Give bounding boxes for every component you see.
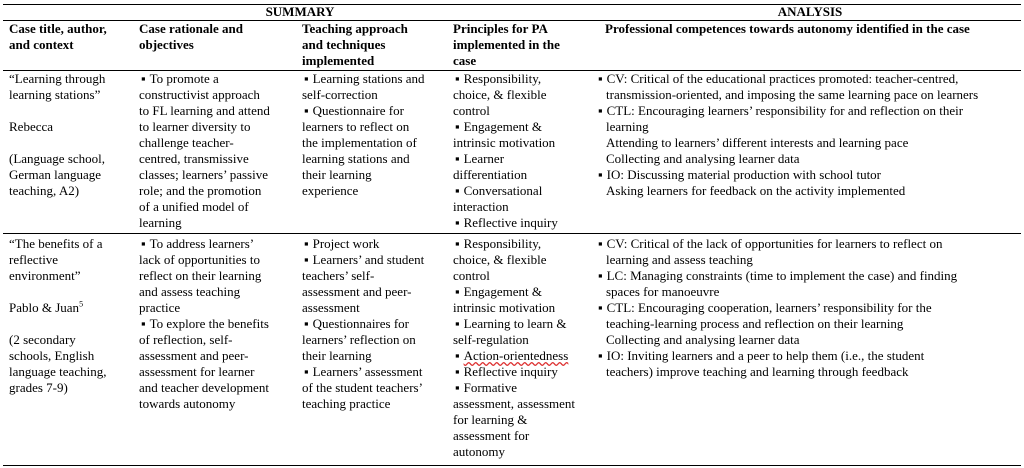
rationale-line: towards autonomy (139, 396, 236, 411)
principle-line: choice, & flexible (453, 87, 547, 102)
rationale-line: assessment for learner (139, 364, 255, 379)
row2-principles-cell (453, 236, 575, 460)
approach-bullet-line: ▪ Learning stations and (304, 71, 425, 87)
case-context-line: grades 7-9) (9, 380, 68, 395)
principle-line: control (453, 103, 490, 118)
competence-line: Collecting and analysing learner data (606, 151, 800, 166)
column-header-line: implemented (302, 53, 375, 68)
approach-line: their learning (302, 167, 372, 182)
rationale-line: and assess teaching (139, 284, 241, 299)
action-orientedness-text: Action-orientedness (463, 348, 569, 363)
competence-bullet-line: ▪ CV: Critical of the lack of opportunities for learners to reflect on (598, 236, 957, 252)
column-header-competences (605, 21, 970, 37)
column-header-line: Case rationale and (139, 21, 243, 36)
competence-line: teaching-learning process and reflection on their learning (606, 316, 904, 331)
competence-line: Collecting and analysing learner data (606, 332, 800, 347)
case-author (9, 119, 105, 135)
rationale-bullet-line: ▪ To promote a (141, 71, 270, 87)
competence-line: learning and assess teaching (606, 252, 753, 267)
case-context-line: schools, English (9, 348, 95, 363)
column-header-approach (302, 21, 408, 69)
principle-line: intrinsic motivation (453, 135, 556, 150)
approach-bullet-line: ▪ Learners’ and student (304, 252, 424, 268)
row1-principles-cell (453, 71, 558, 231)
rationale-bullet-line: ▪ To address learners’ (141, 236, 269, 252)
column-header-principles (453, 21, 560, 69)
approach-line: assessment (302, 300, 360, 315)
approach-line: learning stations and (302, 151, 410, 166)
approach-line: experience (302, 183, 359, 198)
case-title-line: environment” (9, 268, 81, 283)
approach-bullet-line: ▪ Project work (304, 236, 424, 252)
summary-group-header (10, 4, 590, 20)
rationale-line: classes; learners’ passive (139, 167, 268, 182)
analysis-label: ANALYSIS (777, 4, 843, 19)
rationale-line: to FL learning and attend (139, 103, 270, 118)
principle-bullet-line: ▪ Learning to learn & (455, 316, 575, 332)
row2-approach-cell (302, 236, 424, 412)
approach-bullet-line: ▪ Learners’ assessment (304, 364, 424, 380)
case-author-name: Pablo & Juan (9, 300, 80, 315)
principle-line: intrinsic motivation (453, 300, 556, 315)
column-header-line: and context (9, 37, 74, 52)
case-context-line: (2 secondary (9, 332, 76, 347)
analysis-group-header (600, 4, 1020, 20)
case-title-line: reflective (9, 252, 59, 267)
footnote-marker: 5 (79, 299, 84, 309)
principle-line: control (453, 268, 490, 283)
principle-line: assessment for (453, 428, 530, 443)
case-title-line: learning stations” (9, 87, 101, 102)
principle-bullet-line (455, 348, 575, 364)
column-header-line: Case title, author, (9, 21, 107, 36)
rationale-line: lack of opportunities to (139, 252, 260, 267)
column-header-rationale (139, 21, 243, 53)
principle-bullet-line: ▪ Responsibility, (455, 236, 575, 252)
rationale-bullet-line: ▪ To explore the benefits (141, 316, 269, 332)
competence-bullet-line: ▪ LC: Managing constraints (time to implement the case) and finding (598, 268, 957, 284)
competence-line: spaces for manoeuvre (606, 284, 720, 299)
competence-line: transmission-oriented, and imposing the same learning pace on learners (606, 87, 979, 102)
approach-line: learners’ reflection on (302, 332, 416, 347)
rationale-line: practice (139, 300, 181, 315)
rationale-line: constructivist approach (139, 87, 260, 102)
row1-case-cell (9, 71, 105, 199)
principle-line: interaction (453, 199, 509, 214)
competence-line: Asking learners for feedback on the activity implemented (606, 183, 906, 198)
approach-line: learners to reflect on (302, 119, 410, 134)
column-header-line: implemented in the (453, 37, 560, 52)
case-title-line: “The benefits of a (9, 236, 103, 251)
row2-competences-cell (598, 236, 957, 380)
column-header-line: Professional competences towards autonomy identified in the case (605, 21, 970, 36)
competence-bullet-line: ▪ IO: Discussing material production with school tutor (598, 167, 978, 183)
competence-line: learning (606, 119, 649, 134)
principle-bullet-line: ▪ Engagement & (455, 284, 575, 300)
case-context-line: language teaching, (9, 364, 107, 379)
case-context-line: (Language school, (9, 151, 106, 166)
row2-case-cell (9, 236, 106, 396)
principle-bullet-line: ▪ Responsibility, (455, 71, 558, 87)
principle-line: self-regulation (453, 332, 529, 347)
principle-bullet-line: ▪ Learner (455, 151, 558, 167)
competence-bullet-line: ▪ CV: Critical of the educational practices promoted: teacher-centred, (598, 71, 978, 87)
principle-bullet-line: ▪ Engagement & (455, 119, 558, 135)
case-title-line: “Learning through (9, 71, 106, 86)
principle-line: differentiation (453, 167, 528, 182)
approach-line: their learning (302, 348, 372, 363)
case-context-line: German language (9, 167, 102, 182)
summary-label: SUMMARY (265, 4, 335, 19)
rationale-line: challenge teacher- (139, 135, 234, 150)
competence-bullet-line: ▪ CTL: Encouraging learners’ responsibility for and reflection on their (598, 103, 978, 119)
approach-bullet-line: ▪ Questionnaires for (304, 316, 424, 332)
rationale-line: learning (139, 215, 182, 230)
approach-line: assessment and peer- (302, 284, 412, 299)
competence-line: Attending to learners’ different interests and learning pace (606, 135, 909, 150)
principle-bullet-line: ▪ Reflective inquiry (455, 215, 558, 231)
approach-line: of the student teachers’ (302, 380, 423, 395)
rationale-line: reflect on their learning (139, 268, 262, 283)
principle-line: assessment, assessment (453, 396, 576, 411)
competence-bullet-line: ▪ IO: Inviting learners and a peer to help them (i.e., the student (598, 348, 957, 364)
bottom-rule (3, 465, 1021, 466)
column-header-line: Teaching approach (302, 21, 408, 36)
rationale-line: to learner diversity to (139, 119, 251, 134)
row1-competences-cell (598, 71, 978, 199)
row2-rationale-cell (139, 236, 269, 412)
approach-line: teachers’ self- (302, 268, 375, 283)
approach-bullet-line: ▪ Questionnaire for (304, 103, 425, 119)
principle-bullet-line: ▪ Formative (455, 380, 575, 396)
row1-approach-cell (302, 71, 425, 199)
approach-line: teaching practice (302, 396, 391, 411)
column-header-line: objectives (139, 37, 194, 52)
approach-line: the implementation of (302, 135, 417, 150)
rationale-line: centred, transmissive (139, 151, 249, 166)
row1-rationale-cell (139, 71, 270, 231)
row-divider (3, 233, 1021, 234)
principle-line: for learning & (453, 412, 528, 427)
competence-bullet-line: ▪ CTL: Encouraging cooperation, learners’ responsibility for the (598, 300, 957, 316)
approach-line: self-correction (302, 87, 378, 102)
principle-bullet-line: ▪ Conversational (455, 183, 558, 199)
case-author (9, 300, 106, 316)
rationale-line: of reflection, self- (139, 332, 233, 347)
column-header-line: and techniques (302, 37, 386, 52)
principle-bullet-line: ▪ Reflective inquiry (455, 364, 575, 380)
column-header-line: case (453, 53, 477, 68)
principle-line: autonomy (453, 444, 505, 459)
rationale-line: and teacher development (139, 380, 269, 395)
principle-line: choice, & flexible (453, 252, 547, 267)
column-header-case (9, 21, 107, 53)
rationale-line: of a unified model of (139, 199, 249, 214)
competence-line: teachers) improve teaching and learning through feedback (606, 364, 909, 379)
case-context-line: teaching, A2) (9, 183, 80, 198)
rationale-line: assessment and peer- (139, 348, 249, 363)
rationale-line: role; and the promotion (139, 183, 262, 198)
column-header-line: Principles for PA (453, 21, 548, 36)
case-author-name: Rebecca (9, 119, 54, 134)
